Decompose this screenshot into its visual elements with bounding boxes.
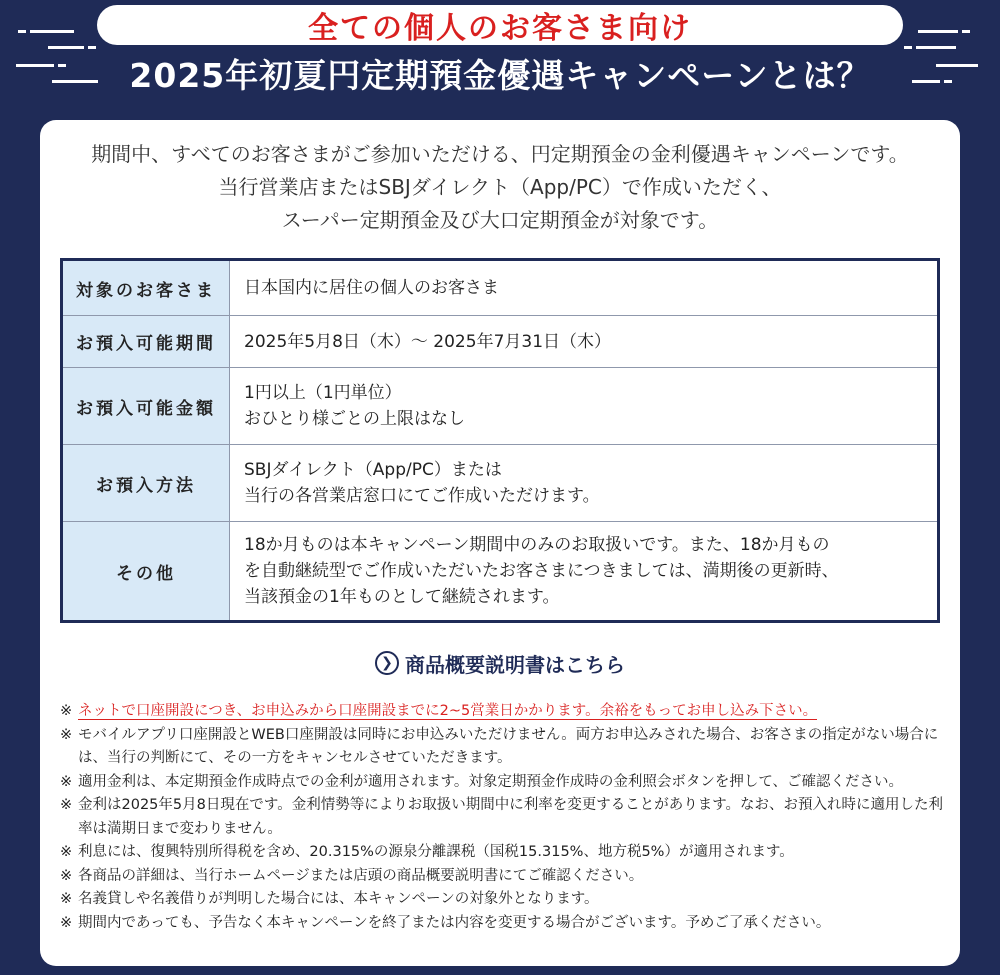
table-row (62, 316, 939, 368)
note-mark: ※ (60, 773, 73, 790)
value-line: を自動継続型でご作成いただいたお客さまにつきましては、満期後の更新時、 (244, 561, 839, 581)
note-mark: ※ (60, 867, 73, 884)
row-value-amount (230, 368, 939, 445)
intro-text (40, 138, 960, 237)
target-badge (97, 5, 903, 45)
target-badge-text: 全ての個人のお客さま向け (308, 11, 692, 46)
intro-line: スーパー定期預金及び大口定期預金が対象です。 (281, 208, 719, 232)
note-item (60, 794, 950, 841)
table-row (62, 522, 939, 622)
campaign-info-table (60, 258, 940, 623)
note-mark: ※ (60, 797, 73, 813)
value-line: 2025年5月8日（木）～ 2025年7月31日（木） (244, 331, 612, 352)
note-mark: ※ (60, 844, 73, 860)
row-value-period (230, 316, 939, 368)
note-text: 金利は2025年5月8日現在です。金利情勢等によりお取扱い期間中に利率を変更することがあります。なお、お預入れ時に適用した利率は満期日まで変わりません。 (78, 797, 944, 837)
row-value-target (230, 260, 939, 316)
product-summary-link[interactable] (40, 646, 960, 680)
table-row (62, 445, 939, 522)
row-label-other: その他 (62, 522, 230, 622)
value-line: 当行の各営業店窓口にてご作成いただけます。 (244, 486, 600, 506)
row-value-other (230, 522, 939, 622)
note-text: ネットで口座開設につき、お申込みから口座開設までに2~5営業日かかります。余裕をもってお申し込み下さい。 (78, 703, 818, 719)
row-label-target: 対象のお客さま (62, 260, 230, 316)
note-item (60, 771, 950, 795)
table-row (62, 260, 939, 316)
row-label-amount: お預入可能金額 (62, 368, 230, 445)
note-mark: ※ (60, 703, 73, 719)
intro-line: 期間中、すべてのお客さまがご参加いただける、円定期預金の金利優遇キャンペーンです。 (91, 142, 909, 166)
value-line: 18か月ものは本キャンペーン期間中のみのお取扱いです。また、18か月もの (244, 535, 830, 555)
note-text: 名義貸しや名義借りが判明した場合には、本キャンペーンの対象外となります。 (78, 891, 599, 907)
note-text: 利息には、復興特別所得税を含め、20.315%の源泉分離課税（国税15.315%、地方税5%）が適用されます。 (78, 844, 794, 860)
page-title: 2025年初夏円定期預金優遇キャンペーンとは？ (129, 56, 871, 95)
row-label-method: お預入方法 (62, 445, 230, 522)
row-value-method (230, 445, 939, 522)
product-summary-link-label: 商品概要説明書はこちら (405, 652, 625, 677)
content-card (40, 120, 960, 966)
note-item (60, 912, 950, 936)
value-line: SBJダイレクト（App/PC）または (244, 460, 502, 480)
value-line: 1円以上（1円単位） (244, 383, 402, 403)
note-text: 各商品の詳細は、当行ホームページまたは店頭の商品概要説明書にてご確認ください。 (78, 867, 644, 884)
value-line: 日本国内に居住の個人のお客さま (244, 278, 499, 298)
note-item (60, 700, 950, 724)
value-line: 当該預金の1年ものとして継続されます。 (244, 587, 560, 607)
note-item (60, 865, 950, 889)
row-label-period: お預入可能期間 (62, 316, 230, 368)
note-text: 期間内であっても、予告なく本キャンペーンを終了または内容を変更する場合がございます。予めご了承ください。 (78, 914, 831, 931)
note-text: 適用金利は、本定期預金作成時点での金利が適用されます。対象定期預金作成時の金利照会ボタンを押して、ご確認ください。 (78, 773, 904, 790)
table-row (62, 368, 939, 445)
note-mark: ※ (60, 914, 73, 931)
note-item (60, 841, 950, 865)
arrow-circle-icon: ❯ (375, 651, 399, 675)
intro-line: 当行営業店またはSBJダイレクト（App/PC）で作成いただく、 (218, 175, 782, 199)
note-text: モバイルアプリ口座開設とWEB口座開設は同時にお申込みいただけません。両方お申込みされた場合、お客さまの指定がない場合には、当行の判断にて、その一方をキャンセルさせていただきます。 (78, 726, 939, 766)
notes-list (60, 700, 950, 935)
value-line: おひとり様ごとの上限はなし (244, 409, 465, 429)
note-mark: ※ (60, 726, 73, 743)
note-item (60, 724, 950, 771)
note-mark: ※ (60, 891, 73, 907)
note-item (60, 888, 950, 912)
